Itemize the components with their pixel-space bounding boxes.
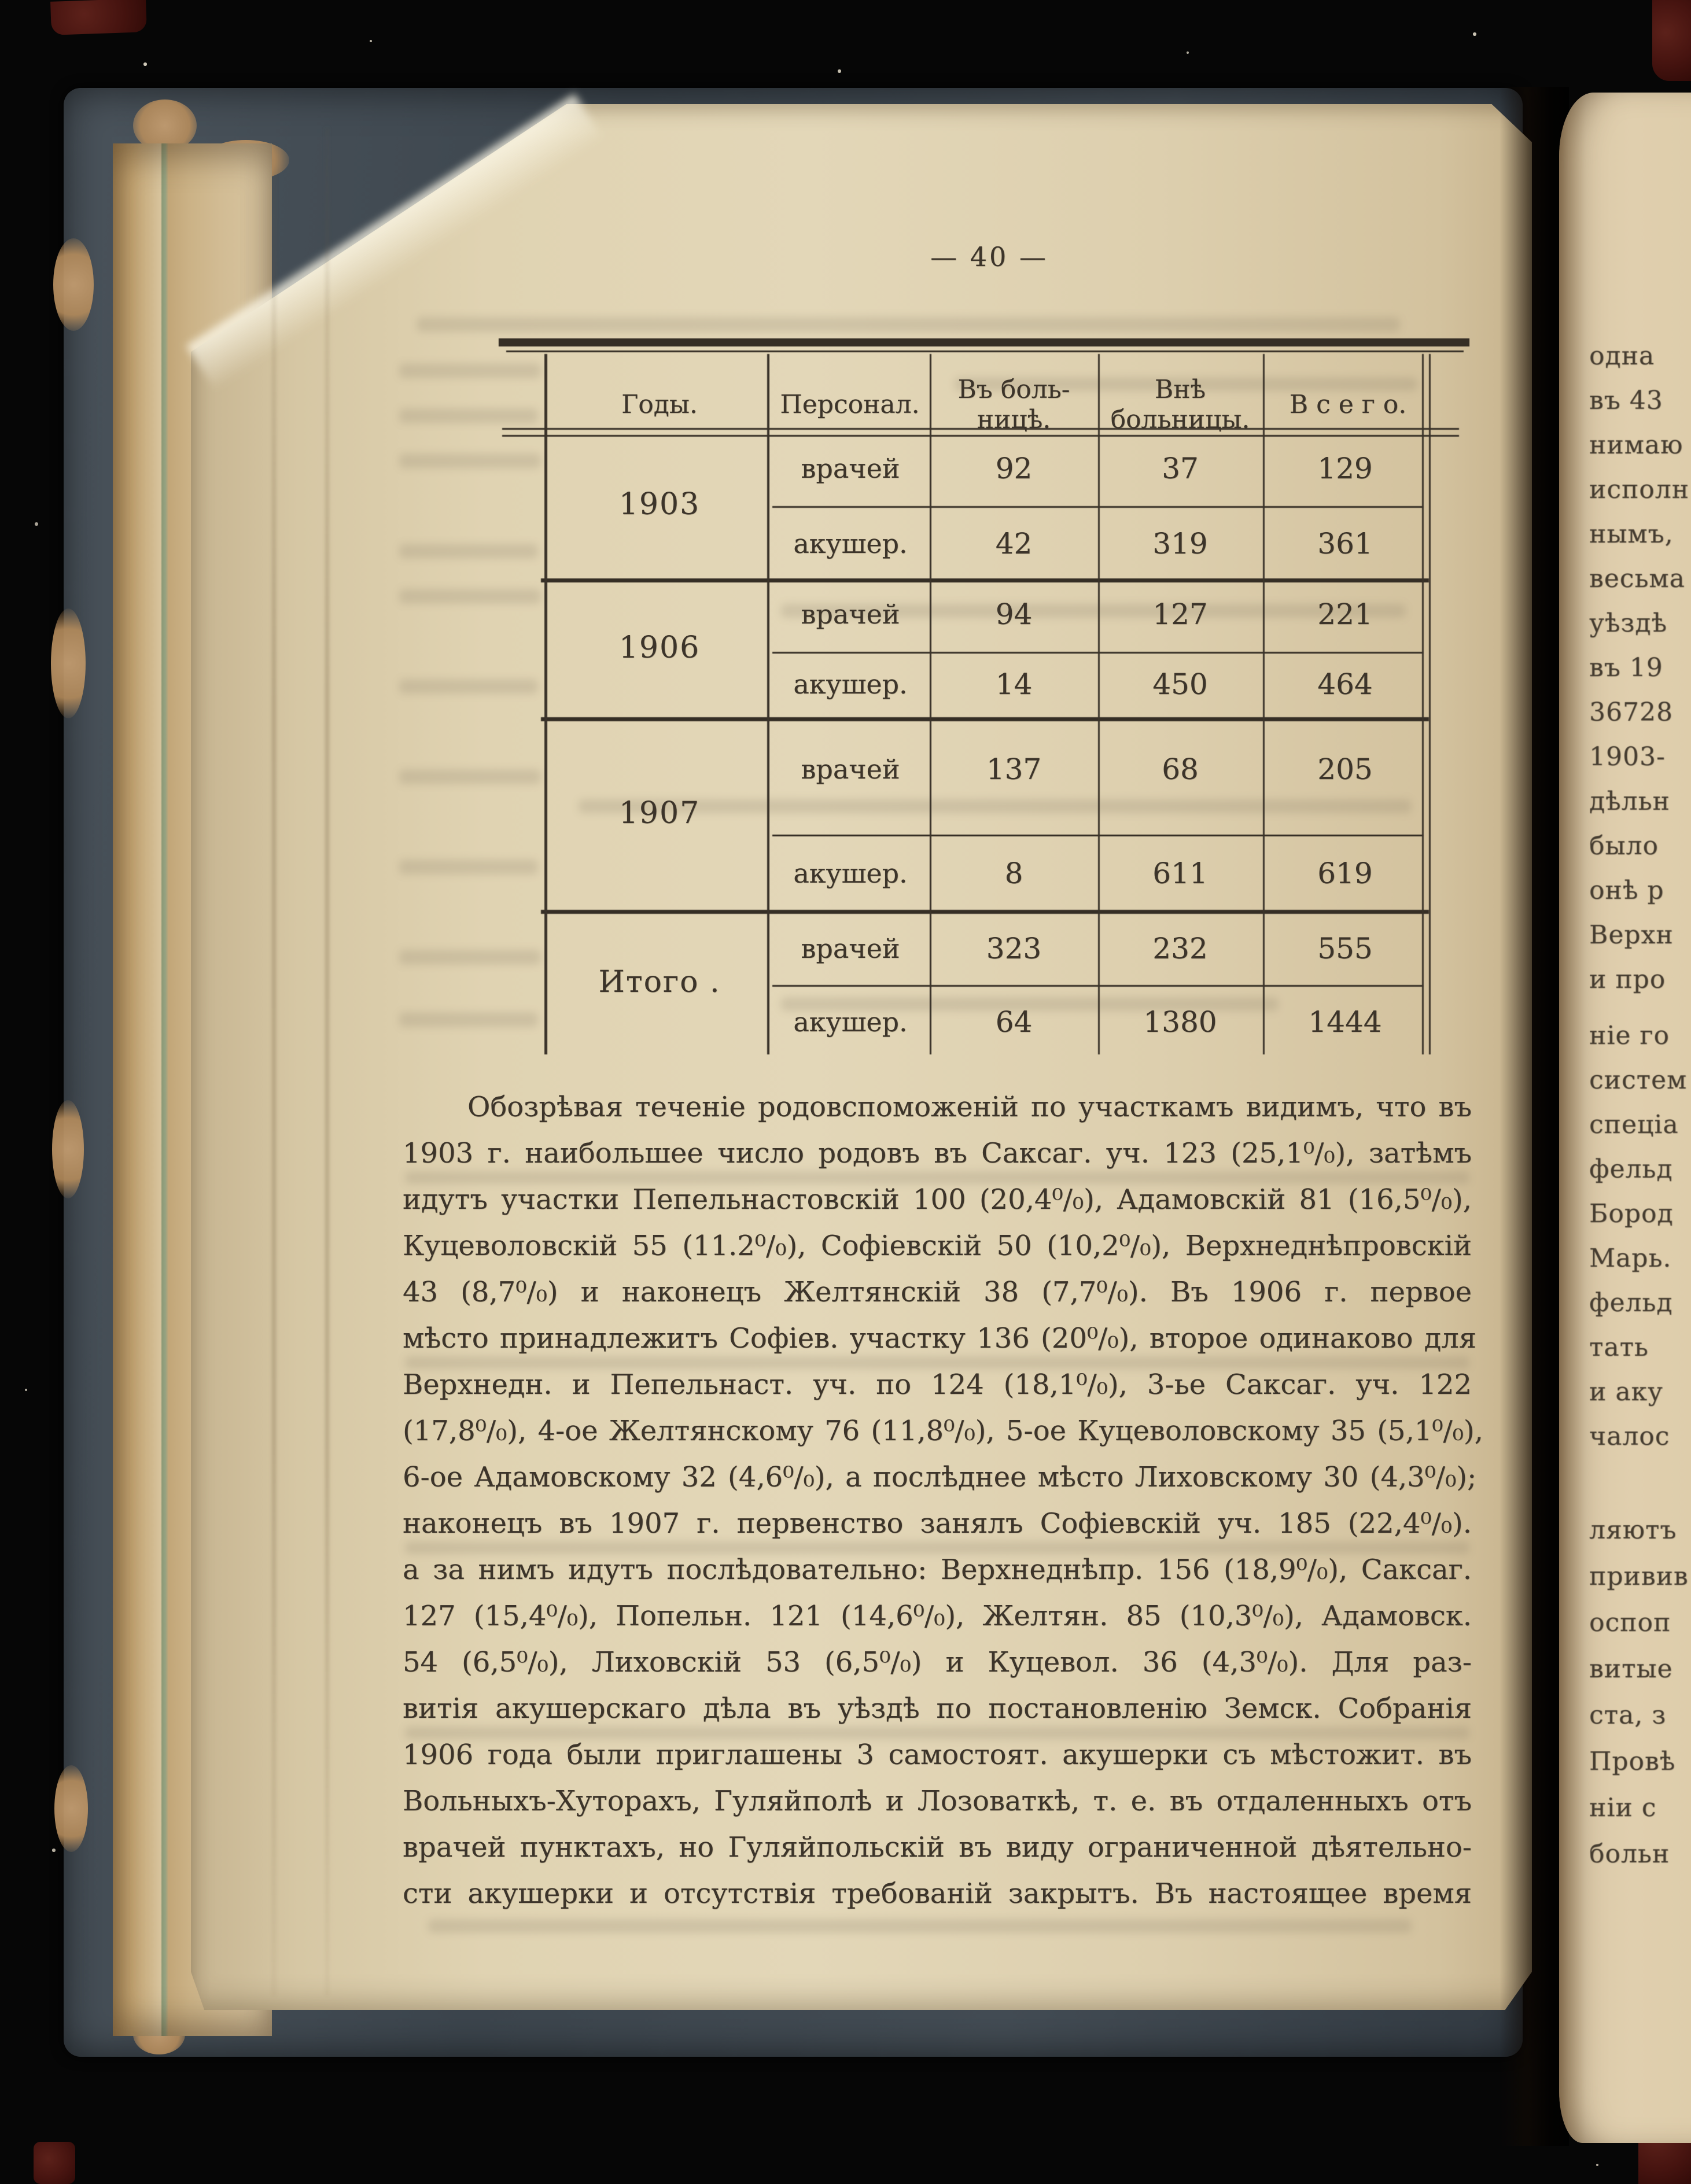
- col-header-outside: [1099, 375, 1261, 435]
- cell-total: 129: [1317, 452, 1373, 485]
- col-header-personnel: Персонал.: [780, 390, 920, 419]
- body-text-line: мѣсто принадлежитъ Софіев. участку 136 (20⁰/₀), второе одинаково для: [403, 1322, 1476, 1355]
- right-page-text-fragment: фельд: [1589, 1154, 1673, 1184]
- right-page-text-fragment: фельд: [1589, 1288, 1673, 1318]
- cell-in-hospital: 94: [995, 597, 1033, 631]
- body-text-line: 43 (8,7⁰/₀) и наконецъ Желтянскій 38 (7,7⁰/₀). Въ 1906 г. первое: [403, 1276, 1472, 1308]
- body-text-line: 6-ое Адамовскому 32 (4,6⁰/₀), а послѣднее мѣсто Лиховскому 30 (4,3⁰/₀);: [403, 1461, 1477, 1493]
- col-header-line: Внѣ: [1154, 375, 1206, 404]
- cell-in-hospital: 92: [995, 452, 1033, 485]
- cell-total: 221: [1317, 597, 1373, 631]
- col-header-years: Годы.: [621, 390, 698, 419]
- bleed-through-smudge: [399, 544, 538, 559]
- right-page-text-fragment: спеціа: [1589, 1110, 1679, 1139]
- right-page-text-fragment: нымъ,: [1589, 519, 1674, 549]
- right-page-text-fragment: ніе го: [1589, 1021, 1670, 1050]
- col-header-line: Въ боль-: [957, 375, 1070, 404]
- cell-total: 619: [1317, 857, 1373, 890]
- right-page-text-fragment: въ 19: [1589, 653, 1663, 682]
- table-rule-top-thick: [499, 338, 1469, 346]
- dust-specks: [0, 0, 1, 1]
- cell-outside: 37: [1162, 452, 1199, 485]
- cell-total: 464: [1317, 667, 1373, 701]
- page-crease: [325, 127, 329, 1995]
- right-page-text-fragment: Бород: [1589, 1199, 1674, 1228]
- right-page-text-fragment: и про: [1589, 965, 1666, 994]
- body-text-line: Верхнедн. и Пепельнаст. уч. по 124 (18,1⁰/₀), 3-ье Саксаг. уч. 122: [403, 1368, 1472, 1401]
- bleed-through-smudge: [399, 950, 541, 965]
- table-rule-right-double: [1429, 354, 1431, 1054]
- table-rule-group-thick: [541, 578, 1429, 582]
- underlying-cover-corner: [50, 0, 147, 35]
- cell-in-hospital: 14: [995, 667, 1033, 701]
- right-page-text-fragment: одна: [1589, 341, 1655, 371]
- cover-fray: [51, 608, 86, 718]
- col-header-in-hospital: [934, 375, 1093, 435]
- right-page-text-fragment: ста, з: [1589, 1700, 1667, 1730]
- cell-in-hospital: 8: [1004, 857, 1023, 890]
- cell-outside: 450: [1152, 667, 1208, 701]
- table-rule-header-double: [502, 435, 1459, 437]
- body-text-line: 1906 года были приглашены 3 самостоят. акушерки съ мѣстожит. въ: [403, 1739, 1472, 1771]
- cell-outside: 611: [1152, 857, 1208, 890]
- right-page-text-fragment: и аку: [1589, 1377, 1663, 1407]
- cell-outside: 68: [1162, 752, 1199, 786]
- cell-in-hospital: 137: [986, 752, 1042, 786]
- cell-in-hospital: 323: [986, 932, 1042, 965]
- right-page-text-fragment: Марь.: [1589, 1244, 1672, 1273]
- right-page-text-fragment: систем: [1589, 1065, 1688, 1095]
- right-page-text-fragment: 36728: [1589, 698, 1673, 727]
- body-text-line: а за нимъ идутъ послѣдовательно: Верхнеднѣпр. 156 (18,9⁰/₀), Саксаг.: [403, 1554, 1472, 1586]
- cell-total: 1444: [1308, 1005, 1382, 1039]
- right-page-text-fragment: чалос: [1589, 1422, 1670, 1451]
- cell-personnel: акушер.: [793, 858, 908, 889]
- cover-fray: [54, 1765, 88, 1852]
- cell-total: 205: [1317, 752, 1373, 786]
- right-page-text-fragment: оспоп: [1589, 1608, 1671, 1637]
- col-header-line: больницы.: [1110, 405, 1250, 434]
- table-rule-col: [1263, 354, 1265, 1054]
- right-page-text-fragment: уѣздѣ: [1589, 608, 1668, 638]
- body-text-line: врачей пунктахъ, но Гуляйпольскій въ виду ограниченной дѣятельно-: [403, 1831, 1472, 1864]
- cell-personnel: врачей: [801, 933, 900, 964]
- bleed-through-smudge: [399, 679, 538, 694]
- right-page-text-fragment: витые: [1589, 1654, 1673, 1684]
- cell-total: 361: [1317, 527, 1373, 560]
- right-page-text-fragment: нимаю: [1589, 430, 1683, 460]
- col-header-total: В с е г о.: [1289, 390, 1407, 419]
- cover-fray: [52, 1100, 84, 1198]
- cell-personnel: акушер.: [793, 528, 908, 559]
- binding-shadow: [1500, 87, 1569, 2146]
- right-page-text-fragment: больн: [1589, 1839, 1670, 1869]
- cell-outside: 1380: [1143, 1005, 1217, 1039]
- right-page-text-fragment: дѣльн: [1589, 787, 1670, 816]
- body-text-line: 54 (6,5⁰/₀), Лиховскій 53 (6,5⁰/₀) и Куцевол. 36 (4,3⁰/₀). Для раз-: [403, 1646, 1472, 1678]
- body-text-line: сти акушерки и отсутствія требованій закрытъ. Въ настоящее время: [403, 1877, 1472, 1910]
- page-number: — 40 —: [930, 241, 1048, 272]
- cell-personnel: врачей: [801, 754, 900, 785]
- right-page-text-fragment: ніи с: [1589, 1793, 1657, 1823]
- bleed-through-smudge: [399, 453, 541, 468]
- right-page-text-fragment: тать: [1589, 1333, 1649, 1362]
- table-rule-left: [544, 354, 547, 1054]
- cell-personnel: акушер.: [793, 1006, 908, 1038]
- table-rule-col: [767, 354, 769, 1054]
- right-page-text-fragment: привив: [1589, 1562, 1689, 1591]
- body-text-line: идутъ участки Пепельнастовскій 100 (20,4⁰/₀), Адамовскій 81 (16,5⁰/₀),: [403, 1183, 1472, 1216]
- right-page-text-fragment: онѣ р: [1589, 876, 1664, 905]
- right-page-text-fragment: было: [1589, 831, 1659, 861]
- bleed-through-smudge: [399, 769, 541, 784]
- cell-personnel: врачей: [801, 599, 900, 630]
- bleed-through-smudge: [428, 1919, 1412, 1933]
- bleed-through-smudge: [399, 589, 541, 604]
- right-page: [1559, 93, 1691, 2143]
- body-text-line: витія акушерскаго дѣла въ уѣздѣ по постановленію Земск. Собранія: [403, 1692, 1472, 1725]
- underlying-cover-corner: [34, 2142, 75, 2184]
- right-page-text-fragment: весьма: [1589, 564, 1685, 593]
- cell-in-hospital: 64: [995, 1005, 1033, 1039]
- body-text-line: Куцеволовскій 55 (11.2⁰/₀), Софіевскій 50 (10,2⁰/₀), Верхнеднѣпровскій: [403, 1230, 1472, 1262]
- table-rule-top-thin: [506, 351, 1464, 352]
- table-rule-group-thick: [541, 910, 1429, 914]
- right-page-text-fragment: въ 43: [1589, 386, 1663, 415]
- year-label: 1906: [618, 630, 701, 665]
- year-label: 1907: [618, 796, 701, 831]
- body-text-line: 127 (15,4⁰/₀), Попельн. 121 (14,6⁰/₀), Желтян. 85 (10,3⁰/₀), Адамовск.: [403, 1600, 1472, 1632]
- cell-outside: 232: [1152, 932, 1208, 965]
- bleed-through-smudge: [399, 363, 541, 378]
- cell-personnel: акушер.: [793, 669, 908, 700]
- table-rule-group-thick: [541, 717, 1429, 721]
- bleed-through-smudge: [399, 859, 538, 875]
- page-crease: [272, 145, 276, 1995]
- cell-personnel: врачей: [801, 453, 900, 484]
- cell-outside: 127: [1152, 597, 1208, 631]
- cover-fray: [53, 238, 94, 331]
- right-page-text-fragment: Верхн: [1589, 920, 1674, 950]
- col-header-line: ницѣ.: [977, 405, 1051, 434]
- body-text-line: (17,8⁰/₀), 4-ое Желтянскому 76 (11,8⁰/₀), 5-ое Куцеволовскому 35 (5,1⁰/₀),: [403, 1415, 1483, 1447]
- cell-outside: 319: [1152, 527, 1208, 560]
- body-text-line: Обозрѣвая теченіе родовспоможеній по участкамъ видимъ, что въ: [467, 1091, 1472, 1123]
- bleed-through-smudge: [399, 1012, 538, 1027]
- year-label: 1903: [618, 487, 701, 522]
- right-page-text-fragment: Провѣ: [1589, 1747, 1676, 1776]
- right-page-text-fragment: ляютъ: [1589, 1515, 1677, 1545]
- right-page-text-fragment: 1903-: [1589, 742, 1666, 772]
- table-rule-col: [930, 354, 931, 1054]
- right-page-text-fragment: исполн: [1589, 475, 1690, 504]
- body-text-line: 1903 г. наибольшее число родовъ въ Саксаг. уч. 123 (25,1⁰/₀), затѣмъ: [403, 1137, 1472, 1170]
- table-rule-col: [1098, 354, 1100, 1054]
- body-text-line: Вольныхъ-Хуторахъ, Гуляйполѣ и Лозоваткѣ, т. е. въ отдаленныхъ отъ: [403, 1785, 1472, 1817]
- bleed-through-smudge: [399, 408, 538, 423]
- bleed-through-smudge: [417, 317, 1400, 332]
- underlying-cover-corner: [1652, 0, 1691, 81]
- cell-total: 555: [1317, 932, 1373, 965]
- cell-in-hospital: 42: [995, 527, 1033, 560]
- year-label: Итого .: [598, 965, 721, 999]
- body-text-line: наконецъ въ 1907 г. первенство занялъ Софіевскій уч. 185 (22,4⁰/₀).: [403, 1507, 1472, 1540]
